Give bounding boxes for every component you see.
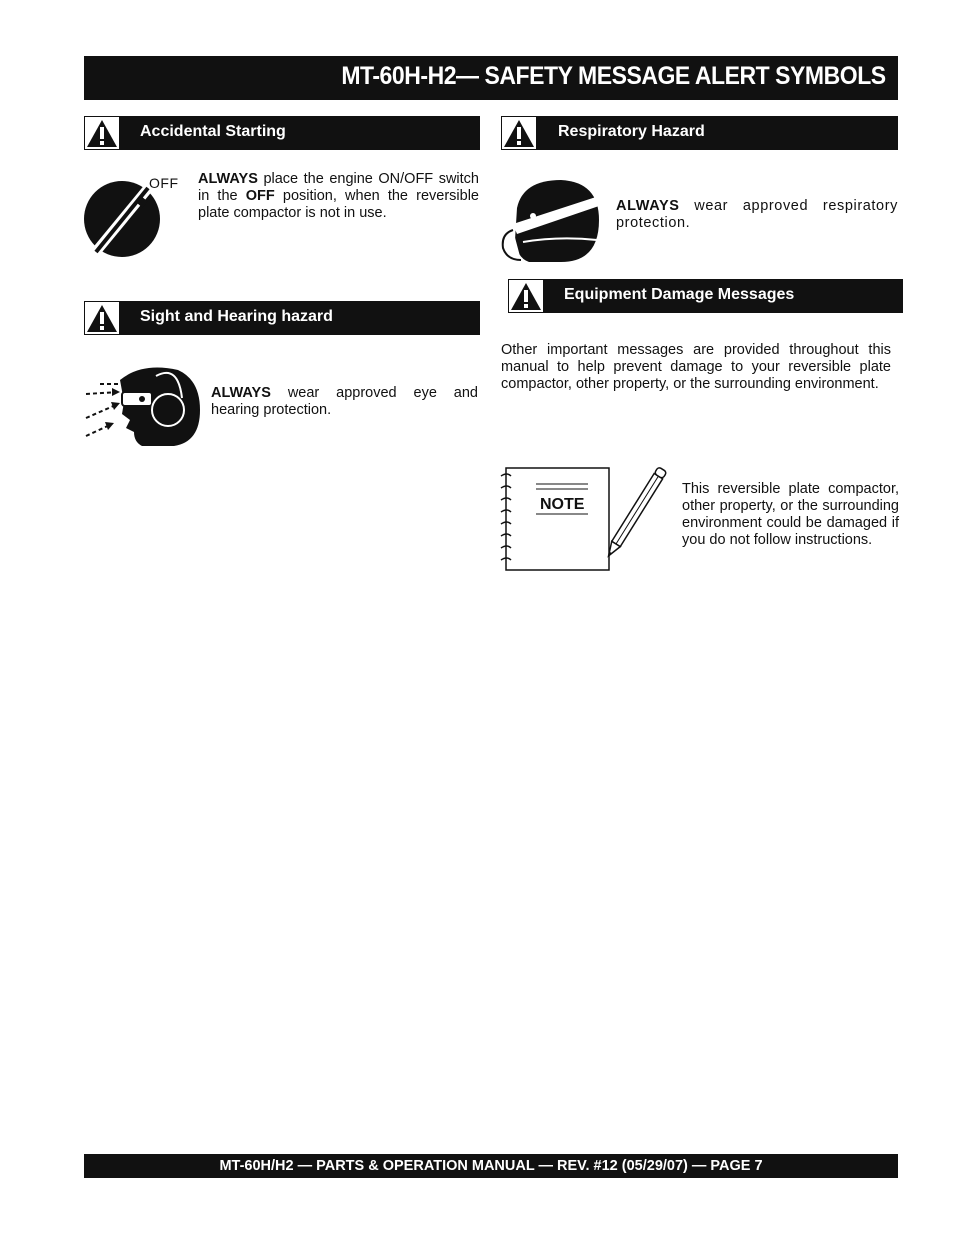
section-header-sight-hearing (84, 301, 480, 335)
off-emphasis: OFF (245, 188, 275, 204)
section-title: Equipment Damage Messages (564, 286, 795, 303)
section-header-accidental-starting (84, 116, 480, 150)
sight-hearing-text: ALWAYS wear approved eye and hearing protection. (211, 385, 478, 418)
always-emphasis: ALWAYS (616, 198, 680, 214)
eye-hearing-protection-icon (82, 362, 202, 448)
warning-triangle-icon (501, 116, 537, 150)
warning-triangle-icon (84, 301, 120, 335)
section-title: Accidental Starting (140, 123, 286, 140)
always-emphasis: ALWAYS (211, 385, 271, 401)
section-title: Sight and Hearing hazard (140, 308, 333, 325)
off-label: OFF (149, 175, 179, 191)
respiratory-text: ALWAYS wear approved respiratory protection. (616, 198, 898, 231)
section-title: Respiratory Hazard (558, 123, 705, 140)
always-emphasis: ALWAYS (198, 171, 258, 187)
page-title: MT-60H-H2— SAFETY MESSAGE ALERT SYMBOLS (341, 62, 886, 90)
note-text: This reversible plate compactor, other property, or the surrounding environment could be damaged if you do not follow instructions. (682, 481, 899, 548)
note-notebook-icon (498, 464, 674, 574)
respirator-icon (499, 178, 605, 264)
page-title-bar (84, 56, 898, 100)
footer-text: MT-60H/H2 — PARTS & OPERATION MANUAL — REV. #12 (05/29/07) — PAGE 7 (219, 1158, 763, 1174)
equipment-damage-intro: Other important messages are provided throughout this manual to help prevent damage to your reversible plate compactor, other property, or the surrounding environment. (501, 342, 891, 392)
page-footer (84, 1154, 898, 1178)
off-switch-icon (82, 172, 186, 262)
warning-triangle-icon (84, 116, 120, 150)
section-header-equipment-damage (508, 279, 903, 313)
note-label: NOTE (540, 496, 585, 513)
accidental-starting-text: ALWAYS place the engine ON/OFF switch in the OFF position, when the reversible plate compactor is not in use. (198, 171, 479, 221)
warning-triangle-icon (508, 279, 544, 313)
section-header-respiratory (501, 116, 898, 150)
